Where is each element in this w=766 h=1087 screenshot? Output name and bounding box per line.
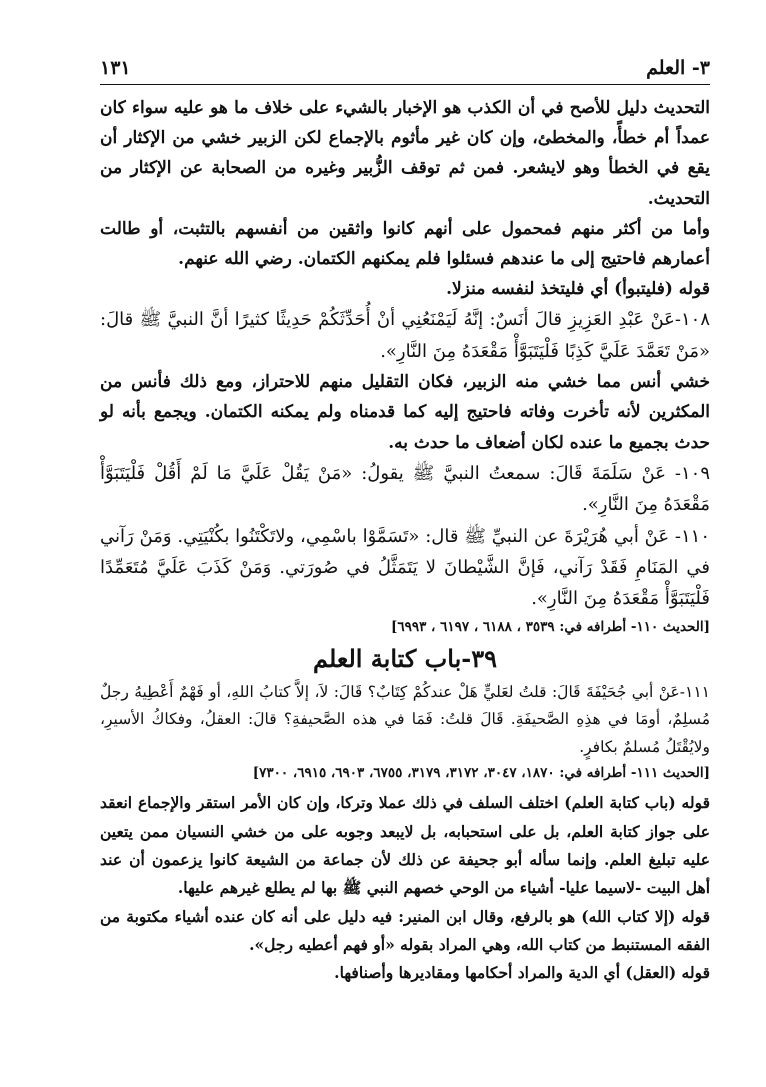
- commentary-paragraph: وأما من أكثر منهم فمحمول على أنهم كانوا واثقين من أنفسهم بالتثبت، أو طالت أعمارهم فاحتيج إلى ما عندهم فسئلوا فلم يمكنهم الكتمان. رضي الله عنهم.: [100, 218, 710, 270]
- book-page: [100, 52, 710, 987]
- commentary-paragraph: قوله (إلا كتاب الله) هو بالرفع، وقال ابن المنير: فيه دليل على أنه كان عنده أشياء مكتوبة من الفقه المستنبط من كتاب الله، وهي المراد بقوله «أو فهم أعطيه رجل».: [100, 906, 710, 954]
- hadith-109: ١٠٩- عَنْ سَلَمَةَ قَالَ: سمعتُ النبيَّ ﷺ يقولُ: «مَنْ يَقُلْ عَلَيَّ مَا لَمْ أَقُلْ فَلْيَتَبَوَّأْ مَقْعَدَهُ مِنَ النَّارِ».: [100, 462, 710, 516]
- page-number: ١٣١: [100, 57, 131, 79]
- hadith-108: ١٠٨-عَنْ عَبْدِ العَزِيزِ قالَ أنَسٌ: إنَّهُ لَيَمْنَعُنِي أنْ أُحَدِّثَكُمْ حَدِيثًا كثيرًا أنَّ النبيَّ ﷺ قالَ: «مَنْ تَعَمَّدَ عَلَيَّ كَذِبًا فَلْيَتَبَوَّأْ مَقْعَدَهُ مِنَ النَّارِ».: [100, 309, 710, 362]
- running-title: ٣- العلم: [646, 57, 710, 79]
- commentary-paragraph: قوله (العقل) أي الدية والمراد أحكامها ومقاديرها وأصنافها.: [334, 963, 710, 983]
- hadith-reference: [الحديث ١١٠- أطرافه في: ٣٥٣٩ ، ٦١٨٨ ، ٦١٩٧ ، ٦٩٩٣]: [390, 618, 710, 635]
- commentary-paragraph: قوله (فليتبوأ) أي فليتخذ لنفسه منزلا.: [446, 279, 710, 300]
- hadith-110: ١١٠- عَنْ أبي هُرَيْرَةَ عن النبيِّ ﷺ قال: «تَسَمَّوْا باسْمِي، ولاتَكْتَنُوا بكُنْيَتِي. وَمَنْ رَآني في المَنَامِ فَقَدْ رَآني، فَإنَّ الشَّيْطانَ لا يَتَمَثَّلُ في صُورَتي. وَمَنْ كَذَبَ عَلَيَّ مُتَعَمِّدًا فَلْيَتَبَوَّأْ مَقْعَدَهُ مِنَ النَّارِ».: [100, 525, 710, 610]
- commentary-paragraph: قوله (باب كتابة العلم) اختلف السلف في ذلك عملا وتركا، وإن كان الأمر استقر والإجماع انعقد على جواز كتابة العلم، بل على استحبابه، بل لايبعد وجوبه على من خشي النسيان ممن يتعين عليه تبليغ العلم. وإنما سأله أبو جحيفة عن ذلك لأن جماعة من الشيعة كانوا يزعمون أن عند أهل البيت -لاسيما عليا- أشياء من الوحي خصهم النبي ﷺ بها لم يطلع غيرهم عليها.: [100, 793, 710, 898]
- chapter-heading: ٣٩-باب كتابة العلم: [312, 643, 498, 673]
- commentary-paragraph: التحديث دليل للأصح في أن الكذب هو الإخبار بالشيء على خلاف ما هو عليه سواء كان عمداً أم خطأً، والمخطئ، وإن كان غير مأثوم بالإجماع لكن الزبير خشي من الإكثار أن يقع في الخطأ وهو لايشعر. فمن ثم توقف الزُّبير وغيره من الصحابة عن الإكثار من التحديث.: [100, 98, 710, 209]
- page-header: [100, 52, 710, 85]
- hadith-111: ١١١-عَنْ أبي جُحَيْفَةَ قَالَ: قلتُ لعَليٍّ هَلْ عندكُمْ كِتَابٌ؟ قَالَ: لاَ، إلاَّ كتابُ اللهِ، أو فَهْمٌ أَعْطِيهُ رجلٌ مُسلِمٌ، أومَا في هذِهِ الصَّحيفَةِ. قَالَ قلتُ: فَمَا في هذه الصَّحيفةِ؟ قالَ: العقلُ، وفكاكُ الأسيرِ، ولايُقْتَلُ مُسلمٌ بكافرٍ.: [100, 682, 710, 756]
- commentary-paragraph: خشي أنس مما خشي منه الزبير، فكان التقليل منهم للاحتراز، ومع ذلك فأنس من المكثرين لأنه تأخرت وفاته فاحتيج إليه كما قدمناه ولم يمكنه الكتمان. ويجمع بأنه لو حدث بجميع ما عنده لكان أضعاف ما حدث به.: [100, 372, 710, 453]
- hadith-reference: [الحديث ١١١- أطرافه في: ١٨٧٠، ٣٠٤٧، ٣١٧٢، ٣١٧٩، ٦٧٥٥، ٦٩٠٣، ٦٩١٥، ٧٣٠٠]: [252, 765, 710, 782]
- page-content: [100, 85, 710, 987]
